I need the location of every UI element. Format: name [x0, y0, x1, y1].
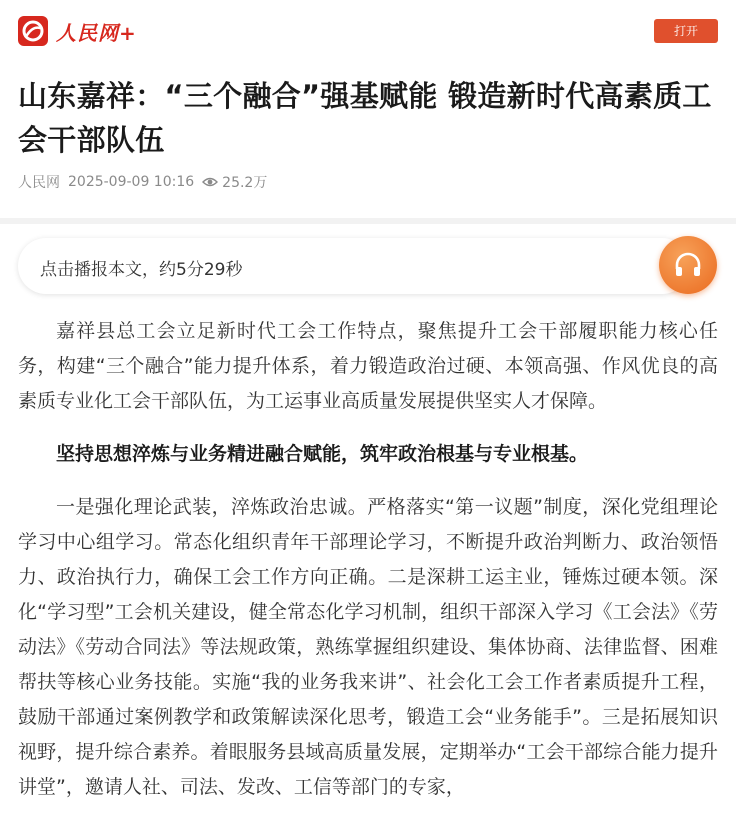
eye-icon	[202, 176, 218, 188]
audio-play-button[interactable]	[659, 236, 717, 294]
view-count: 25.2万	[222, 175, 268, 191]
article-title: 山东嘉祥：“三个融合”强基赋能 锻造新时代高素质工会干部队伍	[18, 79, 712, 157]
open-app-button[interactable]: 打开	[654, 19, 718, 43]
audio-prompt: 点击播报本文，约5分29秒	[40, 260, 243, 280]
app-logo[interactable]	[18, 16, 137, 46]
section-divider	[0, 218, 736, 224]
article-paragraph: 嘉祥县总工会立足新时代工会工作特点，聚焦提升工会干部履职能力核心任务，构建“三个融合”能力提升体系，着力锻造政治过硬、本领高强、作风优良的高素质专业化工会干部队伍，为工运事业高质量发展提供坚实人才保障。	[18, 320, 718, 412]
article-section-heading: 坚持思想淬炼与业务精进融合赋能，筑牢政治根基与专业根基。	[56, 443, 589, 465]
article-paragraph: 一是强化理论武装，淬炼政治忠诚。严格落实“第一议题”制度，深化党组理论学习中心组学习。常态化组织青年干部理论学习，不断提升政治判断力、政治领悟力、政治执行力，确保工会工作方向正确。二是深耕工运主业，锤炼过硬本领。深化“学习型”工会机关建设，健全常态化学习机制，组织干部深入学习《工会法》《劳动法》《劳动合同法》等法规政策，熟练掌握组织建设、集体协商、法律监督、困难帮扶等核心业务技能。实施“我的业务我来讲”、社会化工会工作者素质提升工程，鼓励干部通过案例教学和政策解读深化思考，锻造工会“业务能手”。三是拓展知识视野，提升综合素养。着眼服务县域高质量发展，定期举办“工会干部综合能力提升讲堂”，邀请人社、司法、发改、工信等部门的专家，	[18, 496, 718, 798]
logo-text: 人民网+	[56, 20, 137, 45]
top-bar	[0, 0, 736, 64]
audio-playback-bar[interactable]	[18, 238, 690, 294]
people-daily-logo-icon	[18, 16, 48, 46]
headphones-icon	[672, 249, 704, 281]
article-meta	[18, 172, 275, 192]
article-source: 人民网	[18, 175, 60, 191]
article-datetime: 2025-09-09 10:16	[68, 174, 195, 190]
article-body	[18, 314, 718, 823]
